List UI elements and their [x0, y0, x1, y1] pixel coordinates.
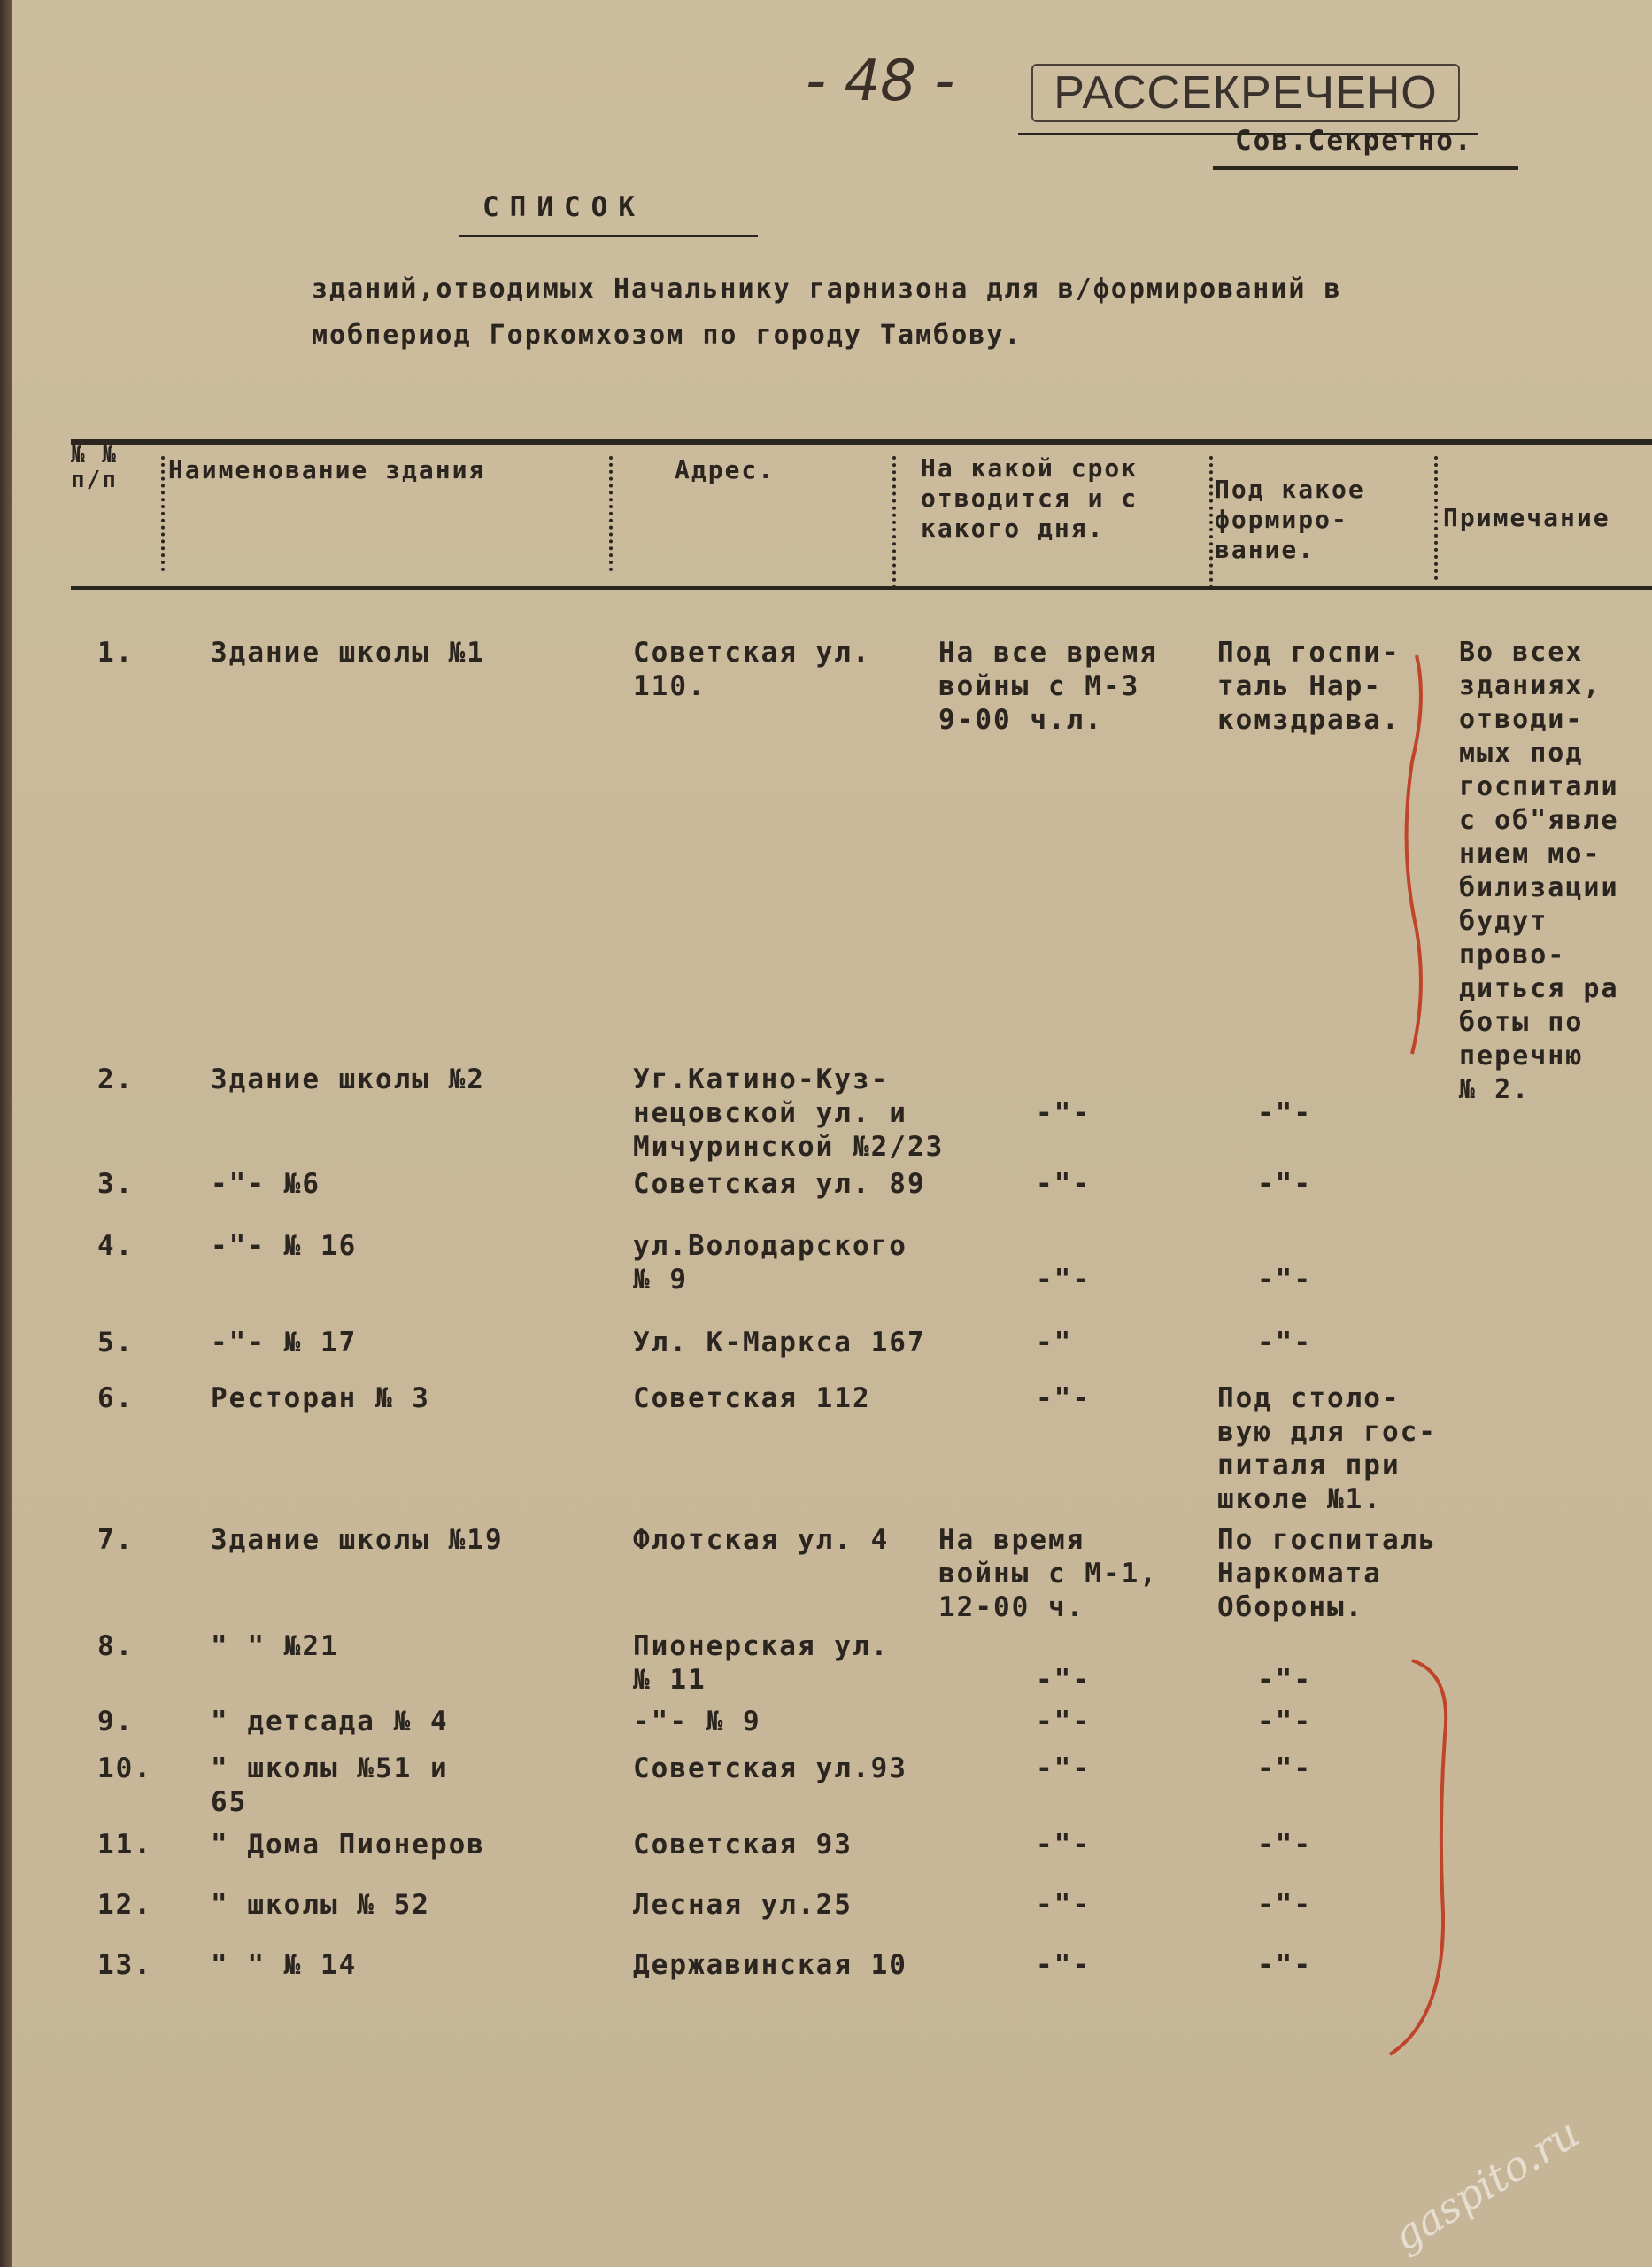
row-building-name: Здание школы №19	[211, 1524, 504, 1556]
declassified-stamp: РАССЕКРЕЧЕНО	[1031, 64, 1460, 122]
row-term: -"-	[1036, 1264, 1091, 1296]
row-formation: -"-	[1257, 1889, 1312, 1921]
row-formation: -"-	[1257, 1949, 1312, 1981]
row-formation: По госпиталь Наркомата Обороны.	[1217, 1524, 1437, 1623]
header-num: № № п/п	[71, 442, 118, 493]
row-num: 9.	[97, 1706, 135, 1737]
row-formation: -"-	[1257, 1097, 1312, 1129]
header-term: На какой срок отводится и с какого дня.	[921, 453, 1139, 543]
row-building-name: -"- № 17	[211, 1327, 358, 1358]
row-building-name: Здание школы №1	[211, 637, 485, 669]
row-address: Уг.Катино-Куз- нецовской ул. и Мичуринской №2/23	[633, 1064, 945, 1163]
row-term: -"-	[1036, 1706, 1091, 1737]
header-address: Адрес.	[675, 455, 776, 484]
row-formation: -"-	[1257, 1168, 1312, 1200]
row-building-name: Ресторан № 3	[211, 1382, 430, 1414]
row-num: 6.	[97, 1382, 135, 1414]
row-num: 2.	[97, 1064, 135, 1095]
row-formation: Под столо- вую для гос- питаля при школе №1.	[1217, 1382, 1437, 1515]
doc-subtitle-line1: зданий,отводимых Начальнику гарнизона для в/формирований в	[312, 274, 1342, 305]
row-num: 10.	[97, 1752, 152, 1784]
row-term: На время войны с М-1, 12-00 ч.	[938, 1524, 1158, 1623]
row-building-name: " детсада № 4	[211, 1706, 449, 1737]
row-building-name: " Дома Пионеров	[211, 1829, 485, 1861]
row-address: Ул. К-Маркса 167	[633, 1327, 926, 1358]
row-term: -"	[1036, 1327, 1073, 1358]
red-brace-upper	[1407, 655, 1421, 1054]
header-name: Наименование здания	[168, 455, 486, 484]
red-brace-lower	[1390, 1660, 1446, 2054]
row-address: Советская ул.93	[633, 1752, 907, 1784]
row-num: 7.	[97, 1524, 135, 1556]
row-building-name: " школы №51 и 65	[211, 1752, 449, 1818]
row-num: 13.	[97, 1949, 152, 1981]
row-address: Советская ул. 89	[633, 1168, 926, 1200]
row-formation: -"-	[1257, 1706, 1312, 1737]
row-formation: -"-	[1257, 1664, 1312, 1696]
row-num: 1.	[97, 637, 135, 669]
row-num: 5.	[97, 1327, 135, 1358]
row-term: -"-	[1036, 1889, 1091, 1921]
row-term: -"-	[1036, 1097, 1091, 1129]
row-num: 4.	[97, 1230, 135, 1262]
row-address: Советская 112	[633, 1382, 871, 1414]
row-address: Державинская 10	[633, 1949, 907, 1981]
row-formation: -"-	[1257, 1327, 1312, 1358]
row-building-name: " " №21	[211, 1630, 339, 1662]
row-term: На все время войны с М-3 9-00 ч.л.	[938, 637, 1158, 736]
row-formation: -"-	[1257, 1829, 1312, 1861]
header-note: Примечание	[1443, 503, 1610, 532]
row-term: -"-	[1036, 1168, 1091, 1200]
classification-mark: Сов.Секретно.	[1235, 125, 1473, 157]
page-number: - 48 -	[806, 49, 955, 114]
row-num: 3.	[97, 1168, 135, 1200]
row-building-name: -"- №6	[211, 1168, 320, 1200]
row-building-name: -"- № 16	[211, 1230, 358, 1262]
doc-subtitle-line2: мобпериод Горкомхозом по городу Тамбову.	[312, 320, 1023, 351]
row-term: -"-	[1036, 1382, 1091, 1414]
row-address: Советская 93	[633, 1829, 853, 1861]
watermark: gaspito.ru	[1384, 2108, 1587, 2261]
row-term: -"-	[1036, 1664, 1091, 1696]
row-term: -"-	[1036, 1949, 1091, 1981]
row-formation: Под госпи- таль Нар- комздрава.	[1217, 637, 1401, 736]
row-address: Флотская ул. 4	[633, 1524, 890, 1556]
row-num: 12.	[97, 1889, 152, 1921]
row-address: -"- № 9	[633, 1706, 761, 1737]
header-formation: Под какое формиро- вание.	[1215, 475, 1365, 564]
row-note: Во всех зданиях, отводи- мых под госпитали с об"явле нием мо- билизации будут прово- диться ра боты по перечню № 2.	[1459, 637, 1619, 1105]
row-formation: -"-	[1257, 1264, 1312, 1296]
row-num: 11.	[97, 1829, 152, 1861]
row-building-name: " школы № 52	[211, 1889, 430, 1921]
row-formation: -"-	[1257, 1752, 1312, 1784]
row-address: Советская ул. 110.	[633, 637, 871, 702]
row-building-name: " " № 14	[211, 1949, 358, 1981]
row-address: Лесная ул.25	[633, 1889, 853, 1921]
row-building-name: Здание школы №2	[211, 1064, 485, 1095]
doc-title: СПИСОК	[482, 191, 645, 223]
row-num: 8.	[97, 1630, 135, 1662]
row-address: Пионерская ул. № 11	[633, 1630, 890, 1696]
row-address: ул.Володарского № 9	[633, 1230, 907, 1296]
row-term: -"-	[1036, 1829, 1091, 1861]
row-term: -"-	[1036, 1752, 1091, 1784]
